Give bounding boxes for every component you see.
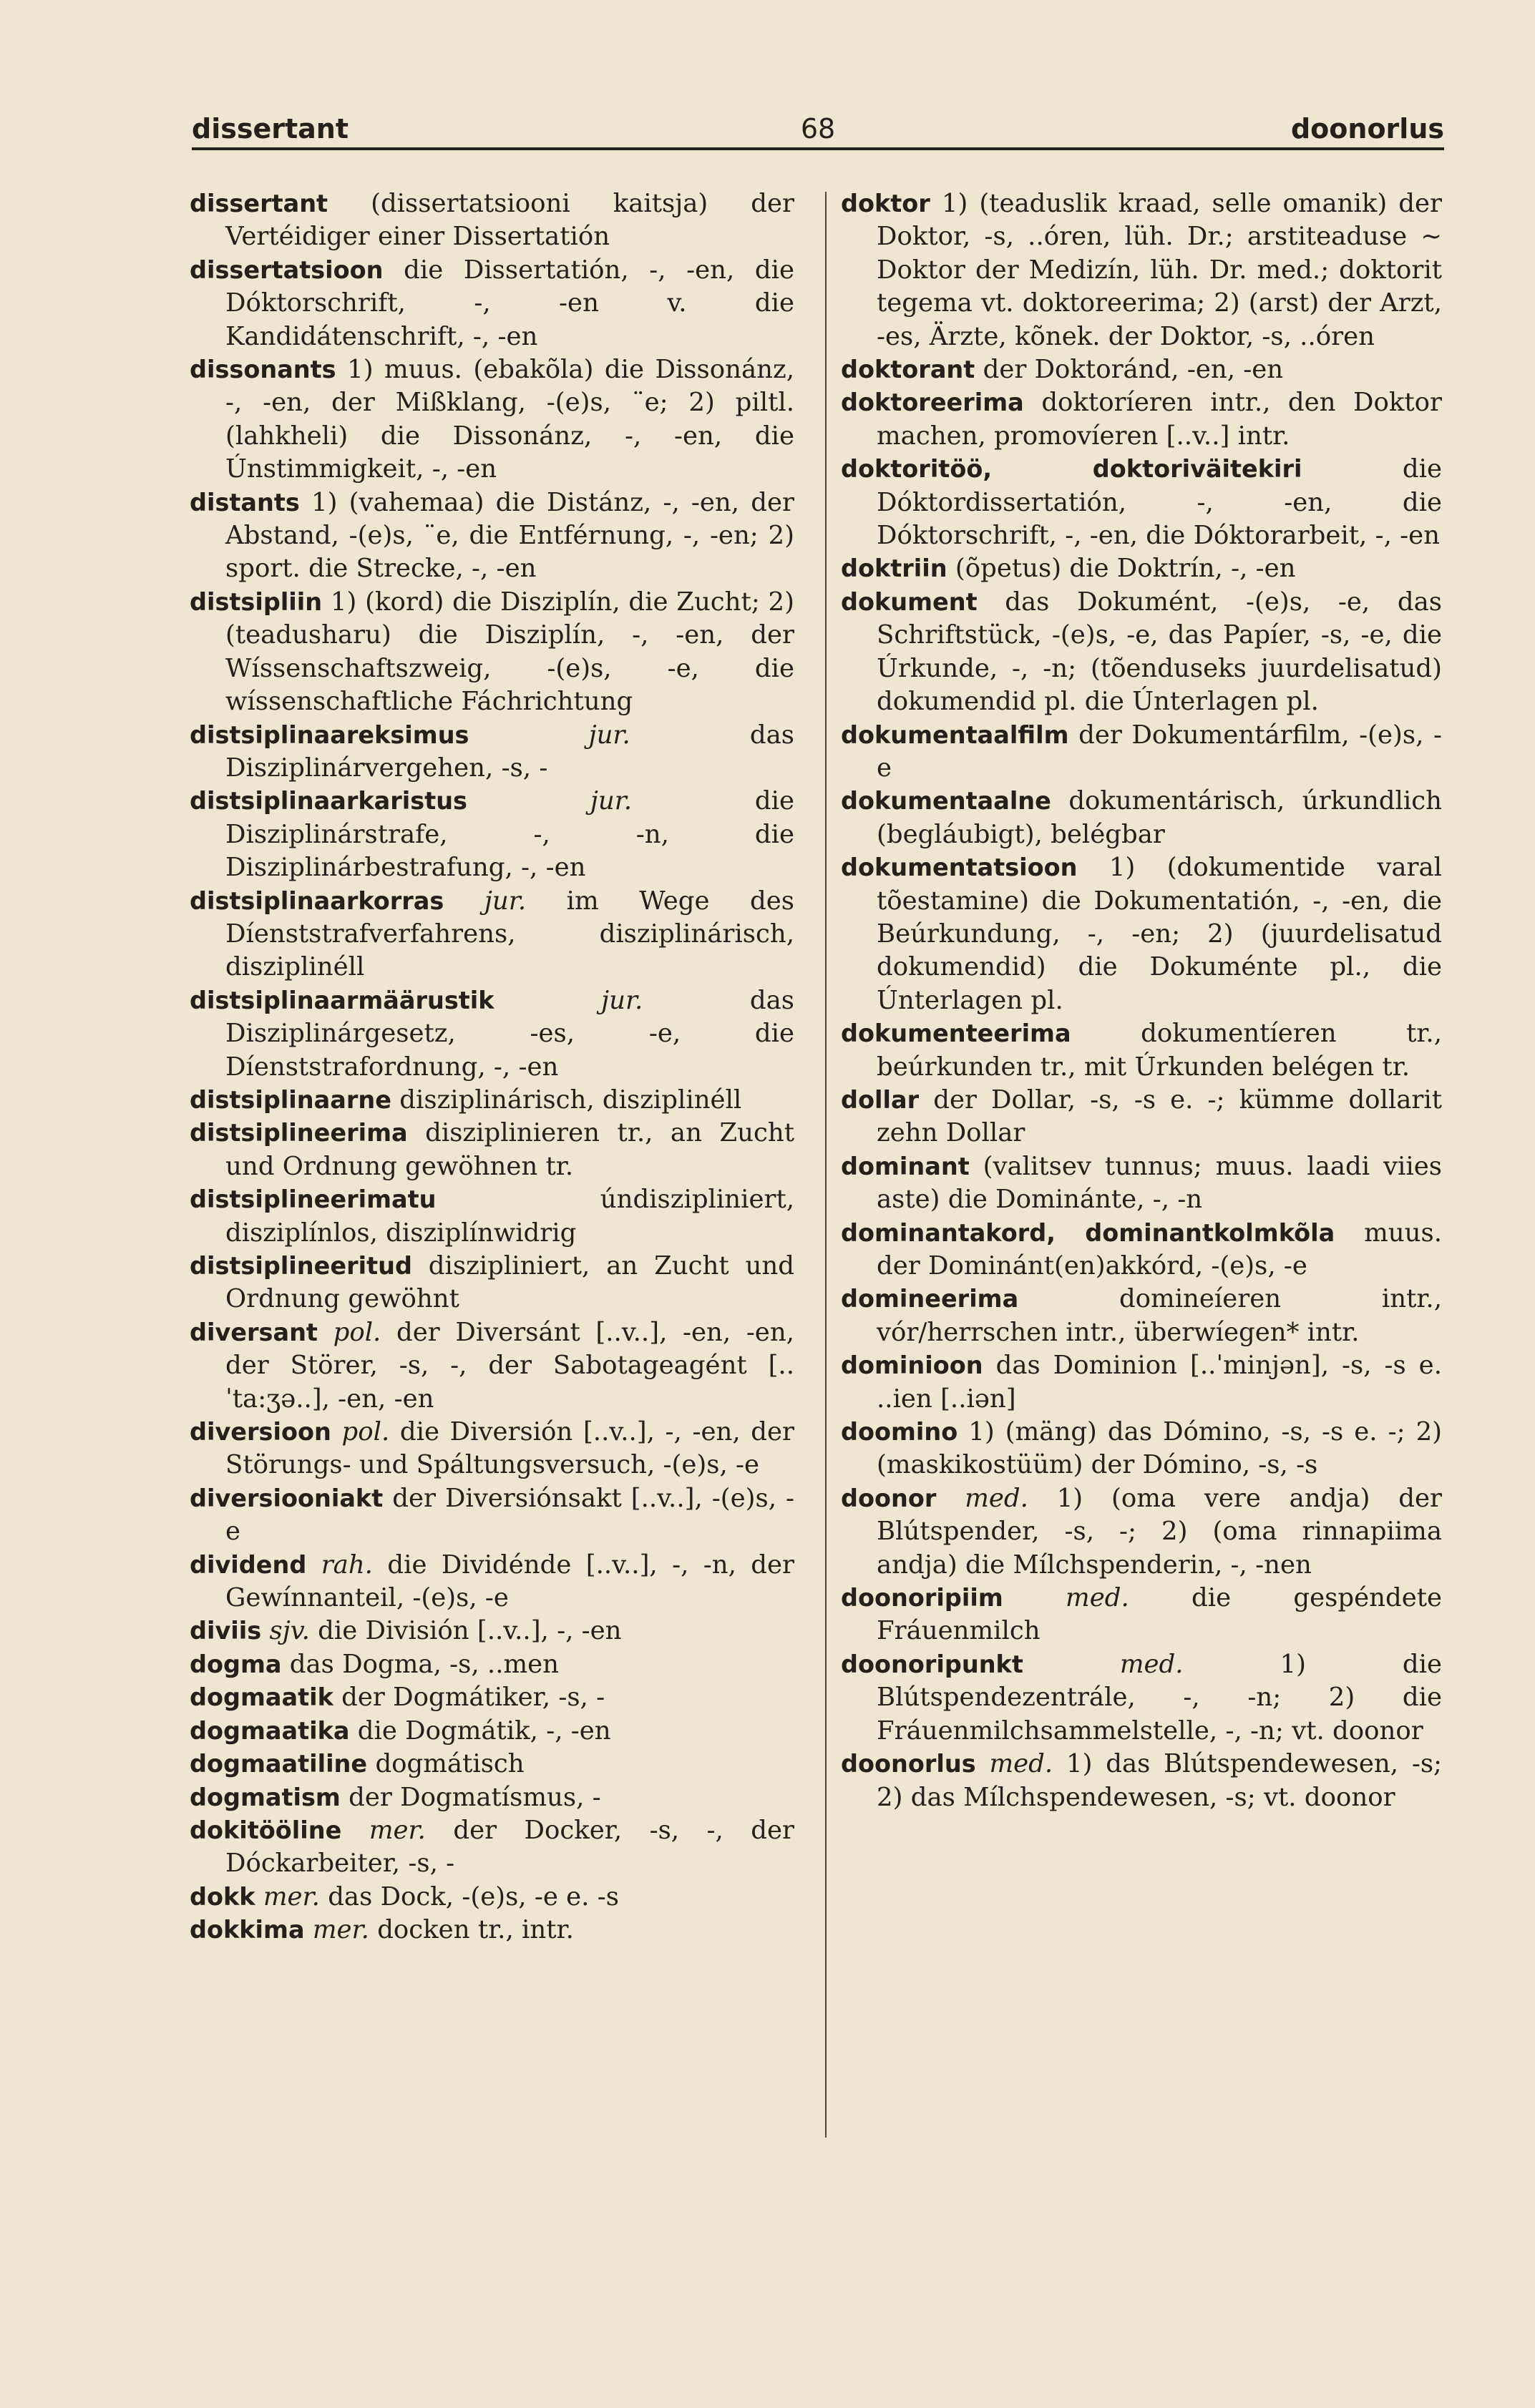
entry-headword: dokumentaalfilm [841, 720, 1069, 749]
entry-headword: distsiplinaarkaristus [190, 787, 467, 816]
dictionary-entry [841, 552, 1442, 585]
dictionary-entry [190, 1748, 794, 1781]
entry-headword: dokumentaalne [841, 787, 1051, 816]
entry-definition: die gespéndete Fráuenmilch [877, 1583, 1442, 1646]
entry-definition: die Disziplinárstrafe, -, -n, die Disziplinárbestrafung, -, -en [225, 786, 794, 883]
entry-headword: doktriin [841, 554, 947, 583]
entry-field-label: jur. [484, 886, 527, 916]
dictionary-entry [841, 1582, 1442, 1648]
left-column [190, 187, 794, 1947]
dictionary-entry [190, 1183, 794, 1250]
entry-definition: die Dissertatión, -, -en, die Dóktorschrift, -, -en v. die Kandidátenschrift, -, -en [225, 255, 795, 351]
entry-headword: dominioon [841, 1351, 983, 1380]
entry-definition: doktoríeren intr., den Doktor machen, promovíeren [..v..] intr. [877, 388, 1442, 451]
entry-definition: der Dokumentárfilm, -(e)s, -e [877, 720, 1442, 783]
entry-definition: der Diversánt [..v..], -en, -en, der Störer, -s, -, der Sabotageagént [..ˈta:ʒə..], -en, -en [225, 1317, 794, 1414]
entry-headword: dollar [841, 1085, 920, 1114]
dictionary-entry [190, 1316, 794, 1416]
dictionary-entry [190, 885, 794, 984]
entry-field-label: med. [1066, 1583, 1129, 1613]
entry-field-label: jur. [601, 985, 643, 1015]
entry-headword: diversant [190, 1318, 318, 1346]
entry-headword: doonor [841, 1484, 937, 1512]
entry-definition: 1) (mäng) das Dómino, -s, -s e. -; 2) (maskikostüüm) der Dómino, -s, -s [877, 1417, 1443, 1480]
dictionary-entry [841, 1648, 1442, 1748]
entry-field-label: pol. [333, 1317, 381, 1347]
entry-headword: dogma [190, 1650, 282, 1678]
dictionary-entry [190, 984, 794, 1084]
entry-definition: 1) (vahemaa) die Distánz, -, -en, der Abstand, -(e)s, ¨e, die Entférnung, -, -en; 2) sport. die Strecke, -, -en [225, 487, 794, 584]
entry-field-label: mer. [312, 1915, 369, 1945]
entry-definition: 1) das Blútspendewesen, -s; 2) das Mílchspendewesen, -s; vt. doonor [877, 1749, 1442, 1812]
dictionary-entry [190, 1250, 794, 1316]
entry-definition: disziplinárisch, disziplinéll [399, 1085, 742, 1115]
entry-definition: 1) die Blútspendezentrále, -, -n; 2) die Fráuenmilchsammelstelle, -, -n; vt. doonor [877, 1649, 1442, 1746]
dictionary-entry [190, 719, 794, 785]
entry-headword: dogmatism [190, 1783, 341, 1811]
entry-headword: doktorant [841, 356, 975, 384]
entry-headword: domineerima [841, 1285, 1019, 1313]
dictionary-entry [841, 1217, 1442, 1283]
entry-headword: distsiplineeritud [190, 1252, 412, 1280]
entry-definition: domineíeren intr., vór/herrschen intr., überwíegen* intr. [877, 1284, 1442, 1347]
entry-headword: dogmaatika [190, 1716, 350, 1745]
entry-headword: distsiplinaarmäärustik [190, 986, 494, 1014]
entry-headword: dominantakord, dominantkolmkõla [841, 1218, 1335, 1247]
entry-definition: 1) (oma vere andja) der Blútspender, -s, -; 2) (oma rinnapiima andja) die Mílchspenderin, -, -nen [877, 1483, 1442, 1580]
entry-definition: das Dokumént, -(e)s, -e, das Schriftstück, -(e)s, -e, das Papíer, -s, -e, die Úrkunde, -, -n; (tõenduseks juurdelisatud) dokumendid pl. die Únterlagen pl. [877, 587, 1442, 717]
running-head [192, 113, 1444, 149]
entry-definition: 1) muus. (ebakõla) die Dissonánz, -, -en, der Mißklang, -(e)s, ¨e; 2) piltl. (lahkheli) die Dissonánz, -, -en, die Únstimmigkeit, -, -en [225, 355, 794, 484]
dictionary-entry [190, 1881, 794, 1914]
page-number: 68 [800, 113, 836, 145]
dictionary-entry [190, 1715, 794, 1748]
dictionary-entry [190, 1648, 794, 1681]
dictionary-entry [190, 1549, 794, 1615]
dictionary-entry [841, 785, 1442, 851]
right-column [841, 187, 1442, 1814]
entry-headword: doonoripunkt [841, 1650, 1023, 1678]
dictionary-entry [190, 1482, 794, 1549]
dictionary-entry [190, 1781, 794, 1814]
entry-field-label: rah. [321, 1550, 373, 1580]
entry-definition: disziplinieren tr., an Zucht und Ordnung gewöhnen tr. [225, 1118, 794, 1181]
entry-definition: der Docker, -s, -, der Dóckarbeiter, -s, - [225, 1815, 794, 1879]
entry-headword: doonoripiim [841, 1584, 1003, 1612]
dictionary-entry [190, 254, 794, 353]
dictionary-entry [190, 586, 794, 719]
dictionary-entry [190, 1681, 794, 1714]
entry-definition: diszipliniert, an Zucht und Ordnung gewöhnt [225, 1251, 794, 1314]
entry-definition: das Dogma, -s, ..men [289, 1649, 560, 1679]
dictionary-entry [841, 1150, 1442, 1217]
entry-definition: das Disziplinárvergehen, -s, - [225, 720, 794, 783]
dictionary-entry [841, 1416, 1442, 1482]
dictionary-entry [841, 453, 1442, 552]
entry-headword: distsiplineerima [190, 1119, 408, 1147]
entry-definition: 1) (teaduslik kraad, selle omanik) der Doktor, -s, ..óren, lüh. Dr.; arstiteaduse ~ Doktor der Medizín, lüh. Dr. med.; doktorit tegema vt. doktoreerima; 2) (arst) der Arzt, -es, Ärzte, kõnek. der Doktor, -s, ..óren [877, 189, 1442, 351]
dictionary-entry [841, 1084, 1442, 1150]
entry-definition: dogmátisch [375, 1749, 525, 1779]
entry-headword: distsiplinaareksimus [190, 720, 469, 749]
entry-headword: dogmaatik [190, 1683, 333, 1712]
entry-headword: dominant [841, 1152, 970, 1180]
entry-headword: dissertant [190, 190, 328, 217]
entry-field-label: jur. [588, 720, 630, 750]
dictionary-entry [841, 1017, 1442, 1084]
entry-headword: dokkima [190, 1916, 305, 1944]
dictionary-entry [841, 187, 1442, 353]
dictionary-entry [841, 1482, 1442, 1582]
dictionary-entry [841, 1748, 1442, 1814]
entry-headword: distsipliin [190, 587, 323, 616]
header-rule [192, 147, 1444, 150]
entry-definition: der Dogmátiker, -s, - [341, 1683, 605, 1713]
entry-definition: der Diversiónsakt [..v..], -(e)s, -e [225, 1483, 794, 1547]
entry-definition: das Disziplinárgesetz, -es, -e, die Díenststrafordnung, -, -en [225, 985, 794, 1082]
entry-headword: distsiplineerimatu [190, 1185, 437, 1214]
dictionary-entry [190, 785, 794, 884]
dictionary-entry [841, 851, 1442, 1017]
entry-field-label: pol. [341, 1417, 390, 1447]
entry-definition: (valitsev tunnus; muus. laadi viies aste) die Dominánte, -, -n [877, 1151, 1442, 1215]
entry-headword: dissertatsioon [190, 255, 384, 284]
entry-definition: 1) (dokumentide varal tõestamine) die Dokumentatión, -, -en, die Beúrkundung, -, -en; 2) (juurdelisatud dokumendid) die Dokuménte pl., die Únterlagen pl. [877, 853, 1442, 1015]
entry-headword: diviis [190, 1617, 262, 1645]
dictionary-entry [190, 486, 794, 586]
entry-definition: der Doktoránd, -en, -en [983, 355, 1284, 385]
entry-definition: das Dock, -(e)s, -e e. -s [328, 1881, 619, 1912]
entry-definition: dokumentíeren tr., beúrkunden tr., mit Úrkunden belégen tr. [877, 1019, 1442, 1082]
entry-headword: diversiooniakt [190, 1484, 384, 1512]
entry-definition: (dissertatsiooni kaitsja) der Vertéidiger einer Dissertatión [225, 189, 794, 252]
dictionary-entry [190, 1416, 794, 1482]
entry-field-label: mer. [263, 1881, 320, 1912]
dictionary-entry [190, 1914, 794, 1947]
entry-definition: die Dividénde [..v..], -, -n, der Gewínnanteil, -(e)s, -e [225, 1550, 794, 1613]
guide-word-right: doonorlus [1290, 113, 1444, 145]
entry-headword: dokk [190, 1882, 255, 1911]
entry-headword: dokument [841, 587, 978, 616]
entry-definition: das Dominion [..ˈminjən], -s, -s e. ..ien [..iən] [877, 1351, 1442, 1414]
dictionary-entry [190, 187, 794, 254]
entry-headword: dividend [190, 1550, 307, 1579]
dictionary-entry [841, 386, 1442, 453]
entry-headword: distants [190, 488, 300, 517]
dictionary-entry [190, 1615, 794, 1648]
entry-field-label: sjv. [269, 1616, 310, 1646]
entry-headword: dogmaatiline [190, 1750, 368, 1778]
entry-definition: der Dollar, -s, -s e. -; kümme dollarit zehn Dollar [877, 1085, 1442, 1148]
entry-headword: dokitööline [190, 1816, 342, 1844]
guide-word-left: dissertant [192, 113, 349, 145]
dictionary-entry [841, 1283, 1442, 1349]
entry-field-label: med. [989, 1749, 1053, 1779]
entry-headword: dissonants [190, 356, 336, 384]
entry-headword: distsiplinaarne [190, 1085, 391, 1114]
entry-headword: doomino [841, 1418, 958, 1447]
entry-field-label: jur. [590, 786, 633, 816]
entry-definition: úndiszipliniert, disziplínlos, disziplínwidrig [225, 1185, 794, 1248]
entry-definition: im Wege des Díenststrafverfahrens, disziplinárisch, disziplinéll [225, 886, 794, 982]
entry-definition: die Dóktordissertatión, -, -en, die Dóktorschrift, -, -en, die Dóktorarbeit, -, -en [877, 454, 1442, 551]
entry-definition: die División [..v..], -, -en [318, 1616, 622, 1646]
dictionary-entry [841, 353, 1442, 386]
dictionary-entry [190, 353, 794, 486]
entry-headword: dokumentatsioon [841, 853, 1078, 882]
entry-headword: dokumenteerima [841, 1019, 1071, 1048]
entry-definition: 1) (kord) die Disziplín, die Zucht; 2) (teadusharu) die Disziplín, -, -en, der Wíssenschaftszweig, -(e)s, -e, die wíssenschaftliche Fáchrichtung [225, 587, 794, 717]
entry-definition: muus. der Dominánt(en)akkórd, -(e)s, -e [877, 1218, 1442, 1281]
entry-headword: doktoreerima [841, 388, 1024, 417]
entry-headword: distsiplinaarkorras [190, 886, 444, 915]
entry-headword: diversioon [190, 1418, 331, 1447]
entry-definition: die Dogmátik, -, -en [357, 1716, 611, 1746]
entry-field-label: med. [965, 1483, 1028, 1513]
entry-headword: doonorlus [841, 1750, 976, 1778]
entry-headword: doktoritöö, doktoriväitekiri [841, 455, 1302, 484]
entry-field-label: med. [1119, 1649, 1184, 1679]
column-divider [825, 192, 827, 2138]
dictionary-entry [841, 586, 1442, 719]
entry-definition: dokumentárisch, úrkundlich (begláubigt), belégbar [877, 786, 1442, 849]
dictionary-entry [190, 1084, 794, 1117]
entry-headword: doktor [841, 190, 930, 217]
dictionary-entry [841, 1349, 1442, 1416]
entry-definition: die Diversión [..v..], -, -en, der Störungs- und Spáltungsversuch, -(e)s, -e [225, 1417, 794, 1480]
entry-field-label: mer. [369, 1815, 426, 1845]
entry-definition: docken tr., intr. [377, 1915, 574, 1945]
dictionary-entry [190, 1814, 794, 1881]
entry-definition: (õpetus) die Doktrín, -, -en [955, 554, 1296, 584]
dictionary-entry [841, 719, 1442, 785]
dictionary-entry [190, 1117, 794, 1183]
entry-definition: der Dogmatísmus, - [349, 1782, 601, 1812]
